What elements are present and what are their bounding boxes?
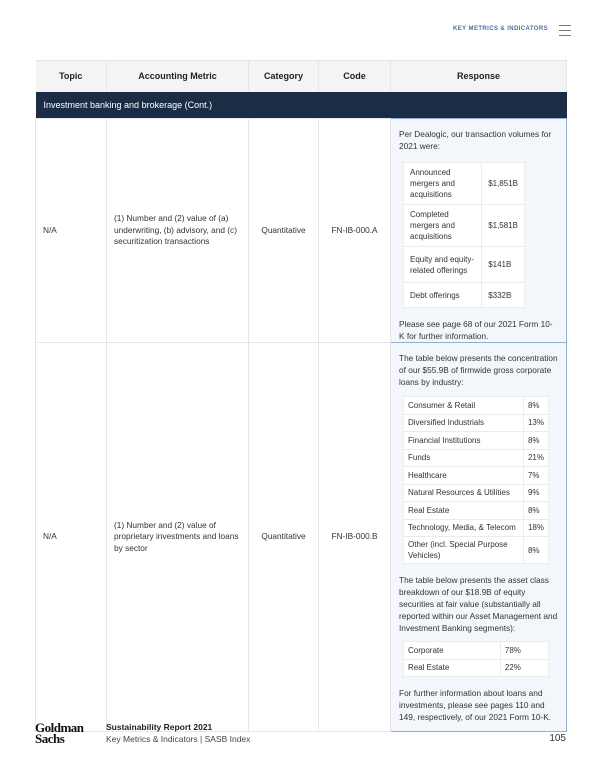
page-number: 105 — [549, 733, 566, 744]
code-cell: FN-IB-000.B — [319, 343, 391, 732]
item-label: Consumer & Retail — [404, 397, 524, 415]
report-section: Key Metrics & Indicators | SASB Index — [106, 734, 251, 744]
item-value: 78% — [500, 642, 548, 660]
item-value: 8% — [523, 502, 548, 520]
metric-cell: (1) Number and (2) value of (a) underwriting, (b) advisory, and (c) securitization transactions — [107, 119, 249, 343]
item-value: $141B — [482, 247, 525, 283]
col-code: Code — [319, 61, 391, 92]
topic-cell: N/A — [36, 119, 107, 343]
item-label: Equity and equity-related offerings — [404, 247, 482, 283]
item-value: 7% — [523, 467, 548, 485]
hamburger-icon[interactable] — [559, 25, 571, 40]
response-cell — [391, 119, 567, 343]
item-value: 8% — [523, 432, 548, 450]
response-intro: The table below presents the concentration of our $55.9B of firmwide gross corporate loans by industry: — [399, 353, 558, 387]
transaction-volumes-table — [403, 162, 525, 308]
col-category: Category — [249, 61, 319, 92]
response-outro: Please see page 68 of our 2021 Form 10-K for further information. — [399, 319, 553, 341]
item-label: Funds — [404, 449, 524, 467]
col-metric: Accounting Metric — [107, 61, 249, 92]
item-label: Other (incl. Special Purpose Vehicles) — [404, 537, 524, 564]
item-value: $332B — [482, 283, 525, 308]
item-value: 18% — [523, 519, 548, 537]
col-topic: Topic — [36, 61, 107, 92]
item-value: 22% — [500, 659, 548, 677]
report-title: Sustainability Report 2021 — [106, 722, 213, 732]
item-label: Corporate — [404, 642, 501, 660]
response-middle: The table below presents the asset class breakdown of our $18.9B of equity securities at fair value (substantially all reported within our Asset Management and Investment Banking segments): — [399, 575, 558, 633]
category-cell: Quantitative — [249, 343, 319, 732]
item-value: $1,581B — [482, 205, 525, 247]
item-label: Completed mergers and acquisitions — [404, 205, 482, 247]
goldman-sachs-logo: Goldman Sachs — [35, 720, 84, 746]
item-value: 8% — [523, 397, 548, 415]
code-cell: FN-IB-000.A — [319, 119, 391, 343]
item-value: $1,851B — [482, 163, 525, 205]
table-row — [36, 119, 567, 343]
col-response: Response — [391, 61, 567, 92]
equity-securities-table — [403, 641, 549, 677]
table-row — [36, 343, 567, 732]
sasb-table — [35, 60, 567, 732]
item-value: 9% — [523, 484, 548, 502]
item-label: Technology, Media, & Telecom — [404, 519, 524, 537]
metric-cell: (1) Number and (2) value of proprietary investments and loans by sector — [107, 343, 249, 732]
section-title: Investment banking and brokerage (Cont.) — [36, 92, 567, 119]
item-label: Debt offerings — [404, 283, 482, 308]
item-label: Announced mergers and acquisitions — [404, 163, 482, 205]
nav-key-metrics-link[interactable]: KEY METRICS & INDICATORS — [453, 26, 548, 32]
item-label: Real Estate — [404, 502, 524, 520]
item-label: Natural Resources & Utilities — [404, 484, 524, 502]
loans-by-industry-table — [403, 396, 549, 564]
response-cell — [391, 343, 567, 732]
topic-cell: N/A — [36, 343, 107, 732]
item-label: Diversified Industrials — [404, 414, 524, 432]
item-value: 13% — [523, 414, 548, 432]
item-label: Healthcare — [404, 467, 524, 485]
header-row — [36, 61, 567, 92]
item-label: Financial Institutions — [404, 432, 524, 450]
response-intro: Per Dealogic, our transaction volumes for 2021 were: — [399, 129, 552, 151]
category-cell: Quantitative — [249, 119, 319, 343]
item-value: 21% — [523, 449, 548, 467]
response-outro: For further information about loans and investments, please see pages 110 and 149, respectively, of our 2021 Form 10-K. — [399, 688, 552, 722]
item-value: 8% — [523, 537, 548, 564]
item-label: Real Estate — [404, 659, 501, 677]
